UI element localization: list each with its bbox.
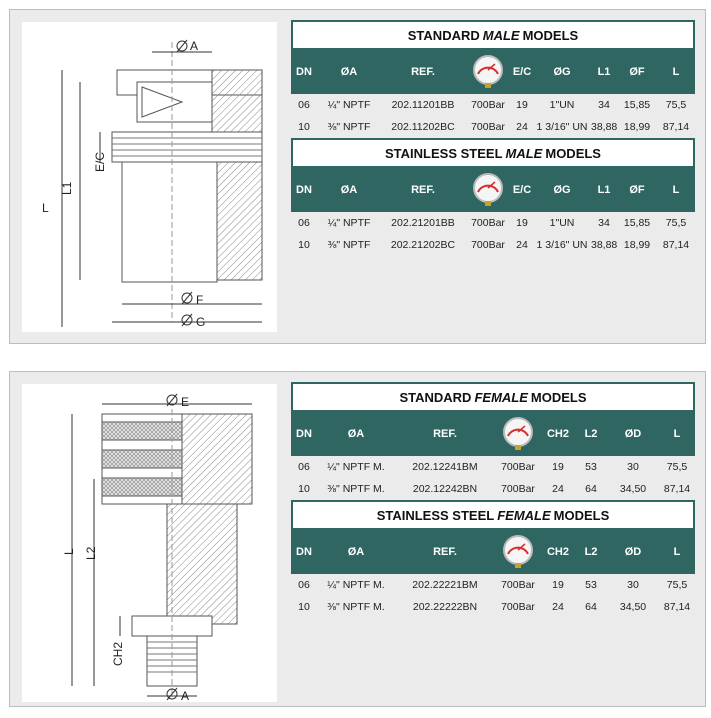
header-cell: ØF — [629, 184, 645, 196]
table-row — [291, 116, 695, 138]
dim-label-F: F — [196, 293, 204, 307]
cell: 10 — [298, 601, 310, 613]
cell: 38,88 — [591, 121, 618, 133]
table-row — [291, 456, 695, 478]
table-title — [291, 138, 695, 168]
stainless-male-table — [291, 138, 695, 256]
header-cell: L — [673, 428, 681, 440]
table-header — [291, 412, 695, 456]
cell: 24 — [552, 601, 564, 613]
header-cell: REF. — [433, 546, 457, 558]
header-cell: L1 — [597, 66, 611, 78]
dim-label-A: A — [181, 689, 190, 702]
table-row — [291, 574, 695, 596]
female-models-panel — [9, 371, 706, 707]
cell: 24 — [516, 121, 528, 133]
header-cell: L1 — [597, 184, 611, 196]
male-coupling-diagram — [22, 22, 277, 332]
header-cell: L2 — [584, 546, 598, 558]
cell: 202.22221BM — [412, 579, 478, 591]
table-row — [291, 94, 695, 116]
cell: 202.21202BC — [390, 239, 456, 251]
header-cell: ØA — [347, 428, 365, 440]
stainless-female-table — [291, 500, 695, 618]
cell: ⅜" NPTF M. — [327, 601, 385, 613]
cell: 700Bar — [471, 217, 505, 229]
cell: 34,50 — [619, 483, 647, 495]
header-cell: ØA — [347, 546, 365, 558]
cell: 10 — [298, 121, 310, 133]
dim-label-CH2: CH2 — [111, 641, 125, 666]
header-cell: L — [672, 66, 680, 78]
cell: ¼" NPTF M. — [327, 579, 385, 591]
dim-label-L2: L2 — [84, 546, 98, 560]
dim-label-L1: L1 — [60, 181, 74, 195]
header-cell: L2 — [584, 428, 598, 440]
cell: 15,85 — [623, 99, 651, 111]
cell: 700Bar — [501, 601, 535, 613]
cell: 1 3/16" UN — [536, 239, 588, 251]
dim-label-L: L — [42, 201, 49, 215]
dim-label-EC: E/C — [93, 151, 107, 172]
header-cell: REF. — [433, 428, 457, 440]
title-emphasis: FEMALE — [474, 389, 528, 405]
cell: ¼" NPTF — [327, 217, 371, 229]
cell: 30 — [627, 579, 639, 591]
cell: ⅜" NPTF — [327, 239, 371, 251]
male-models-panel — [9, 9, 706, 344]
standard-female-table — [291, 382, 695, 500]
header-cell: ØG — [553, 66, 571, 78]
standard-male-table — [291, 20, 695, 138]
dim-label-G: G — [196, 315, 206, 329]
cell: 18,99 — [623, 239, 651, 251]
table-title — [291, 382, 695, 412]
header-cell: DN — [296, 546, 312, 558]
header-cell: CH2 — [546, 546, 569, 558]
header-cell: ØA — [340, 184, 358, 196]
cell: ¼" NPTF — [327, 99, 371, 111]
cell: 64 — [585, 601, 597, 613]
cell: ⅜" NPTF — [327, 121, 371, 133]
table-title — [291, 500, 695, 530]
title-text: STANDARD — [407, 27, 480, 43]
cell: 1 3/16" UN — [536, 121, 588, 133]
title-text: MODELS — [522, 27, 579, 43]
cell: 34 — [598, 99, 610, 111]
table-row — [291, 596, 695, 618]
cell: 34 — [598, 217, 610, 229]
cell: 19 — [516, 217, 528, 229]
title-text: MODELS — [530, 389, 587, 405]
male-tables — [291, 20, 695, 256]
cell: 24 — [516, 239, 528, 251]
cell: 53 — [585, 461, 597, 473]
cell: 64 — [585, 483, 597, 495]
cell: 34,50 — [619, 601, 647, 613]
cell: 87,14 — [663, 601, 691, 613]
female-coupling-drawing — [22, 384, 277, 702]
cell: 700Bar — [471, 99, 505, 111]
cell: 87,14 — [663, 483, 691, 495]
cell: ¼" NPTF M. — [327, 461, 385, 473]
cell: 1"UN — [549, 217, 575, 229]
dim-label-E: E — [181, 395, 190, 409]
title-emphasis: MALE — [482, 27, 520, 43]
male-coupling-drawing — [22, 22, 277, 332]
header-cell: REF. — [411, 66, 435, 78]
cell: 700Bar — [501, 483, 535, 495]
header-cell: ØD — [624, 546, 642, 558]
cell: 202.11202BC — [391, 121, 455, 133]
cell: 75,5 — [666, 461, 688, 473]
header-cell: REF. — [411, 184, 435, 196]
cell: 700Bar — [501, 579, 535, 591]
cell: 87,14 — [662, 121, 690, 133]
pressure-gauge-icon — [465, 54, 511, 91]
table-row — [291, 478, 695, 500]
pressure-gauge-icon — [495, 534, 541, 571]
title-emphasis: FEMALE — [497, 507, 551, 523]
cell: 700Bar — [471, 239, 505, 251]
header-cell: ØA — [340, 66, 358, 78]
header-cell: ØF — [629, 66, 645, 78]
cell: 10 — [298, 239, 310, 251]
cell: 700Bar — [501, 461, 535, 473]
cell: 15,85 — [623, 217, 651, 229]
pressure-gauge-icon — [495, 416, 541, 453]
cell: 202.22222BN — [412, 601, 478, 613]
title-text: STAINLESS STEEL — [385, 145, 503, 161]
cell: ⅜" NPTF M. — [327, 483, 385, 495]
cell: 19 — [516, 99, 528, 111]
title-emphasis: MALE — [505, 145, 543, 161]
cell: 87,14 — [662, 239, 690, 251]
table-header — [291, 530, 695, 574]
cell: 53 — [585, 579, 597, 591]
cell: 18,99 — [623, 121, 651, 133]
header-cell: E/C — [512, 66, 532, 78]
header-cell: CH2 — [546, 428, 569, 440]
pressure-gauge-icon — [465, 172, 511, 209]
cell: 06 — [298, 461, 310, 473]
cell: 24 — [552, 483, 564, 495]
header-cell: ØD — [624, 428, 642, 440]
cell: 202.12241BM — [412, 461, 478, 473]
cell: 19 — [552, 461, 564, 473]
header-cell: ØG — [553, 184, 571, 196]
table-title — [291, 20, 695, 50]
cell: 38,88 — [591, 239, 618, 251]
cell: 30 — [627, 461, 639, 473]
cell: 10 — [298, 483, 310, 495]
title-text: MODELS — [545, 145, 601, 161]
cell: 75,5 — [665, 99, 687, 111]
header-cell: L — [672, 184, 680, 196]
cell: 19 — [552, 579, 564, 591]
cell: 06 — [298, 217, 310, 229]
cell: 700Bar — [471, 121, 505, 133]
table-header — [291, 50, 695, 94]
cell: 06 — [298, 579, 310, 591]
header-cell: DN — [296, 428, 312, 440]
title-text: STANDARD — [399, 389, 472, 405]
cell: 75,5 — [665, 217, 687, 229]
cell: 202.21201BB — [391, 217, 455, 229]
header-cell: DN — [296, 66, 312, 78]
cell: 1"UN — [549, 99, 575, 111]
table-row — [291, 234, 695, 256]
title-text: MODELS — [553, 507, 610, 523]
female-coupling-diagram — [22, 384, 277, 702]
table-row — [291, 212, 695, 234]
cell: 75,5 — [666, 579, 688, 591]
dim-label-L: L — [62, 548, 76, 555]
cell: 202.12242BN — [412, 483, 478, 495]
header-cell: L — [673, 546, 681, 558]
header-cell: E/C — [512, 184, 532, 196]
dim-label-A: A — [190, 39, 199, 53]
female-tables — [291, 382, 695, 618]
cell: 202.11201BB — [391, 99, 455, 111]
cell: 06 — [298, 99, 310, 111]
title-text: STAINLESS STEEL — [376, 507, 495, 523]
header-cell: DN — [296, 184, 312, 196]
table-header — [291, 168, 695, 212]
